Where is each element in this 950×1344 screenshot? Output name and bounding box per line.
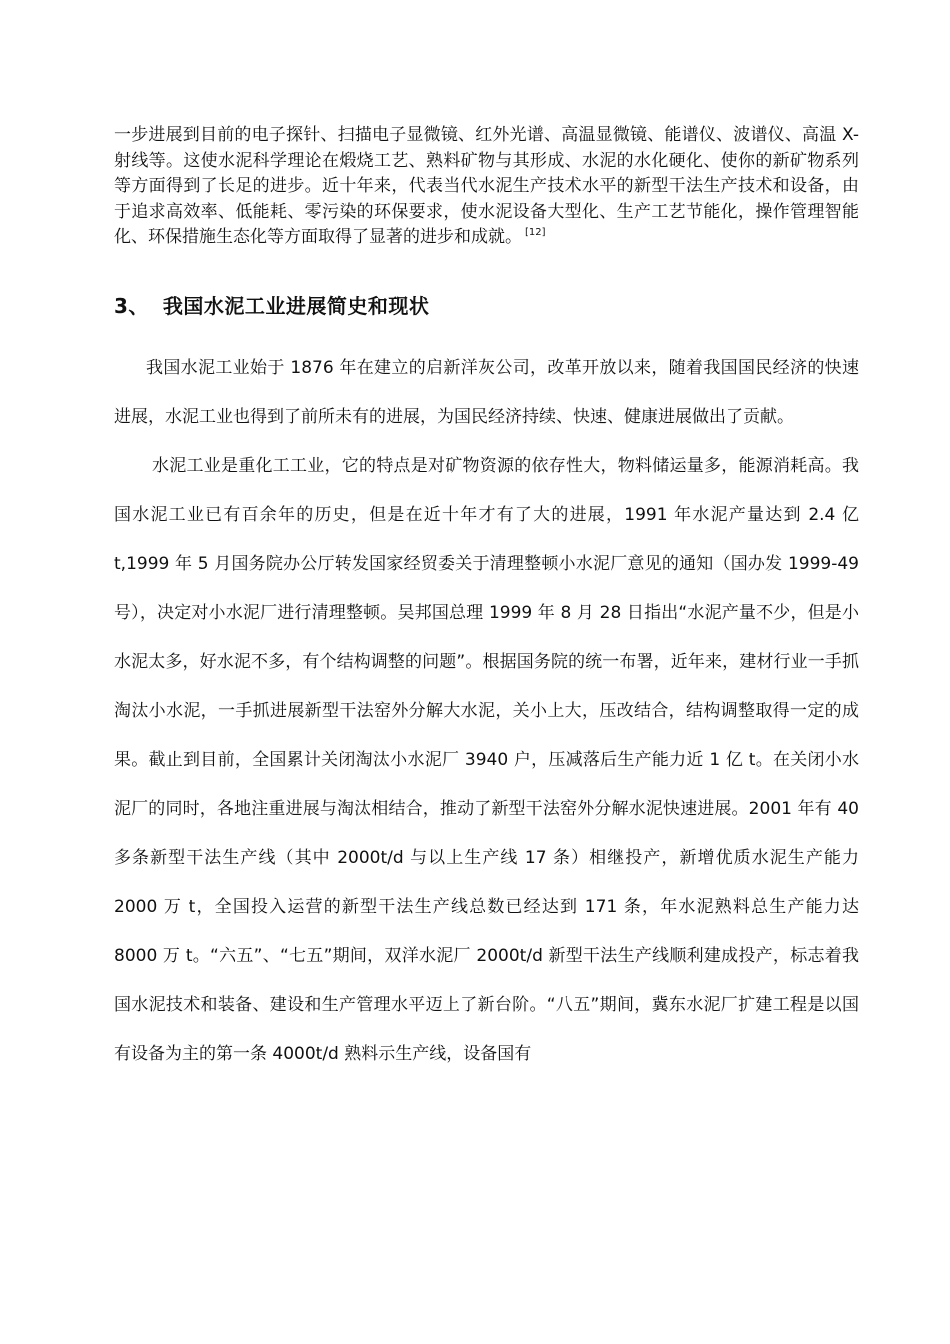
section-body [114, 344, 859, 1079]
document-page [114, 123, 859, 1064]
intro-paragraph [114, 123, 859, 251]
body-paragraph-2: 水泥工业是重化工工业，它的特点是对矿物资源的依存性大，物料储运量多，能源消耗高。我国水泥工业已有百余年的历史，但是在近十年才有了大的进展，1991 年水泥产量达到 2.4 亿 t,1999 年 5 月国务院办公厅转发国家经贸委关于清理整顿小水泥厂意见的通知（国办发 1999-49 号），决定对小水泥厂进行清理整顿。吴邦国总理 1999 年 8 月 28 日指出“水泥产量不少，但是小水泥太多，好水泥不多，有个结构调整的问题”。根据国务院的统一布署，近年来，建材行业一手抓淘汰小水泥，一手抓进展新型干法窑外分解大水泥，关小上大，压改结合，结构调整取得一定的成果。截止到目前，全国累计关闭淘汰小水泥厂 3940 户，压减落后生产能力近 1 亿 t。在关闭小水泥厂的同时，各地注重进展与淘汰相结合，推动了新型干法窑外分解水泥快速进展。2001 年有 40 多条新型干法生产线（其中 2000t/d 与以上生产线 17 条）相继投产，新增优质水泥生产能力 2000 万 t，全国投入运营的新型干法生产线总数已经达到 171 条，年水泥熟料总生产能力达 8000 万 t。“六五”、“七五”期间，双洋水泥厂 2000t/d 新型干法生产线顺利建成投产，标志着我国水泥技术和装备、建设和生产管理水平迈上了新台阶。“八五”期间，冀东水泥厂扩建工程是以国有设备为主的第一条 4000t/d 熟料示生产线，设备国有 [114, 456, 859, 1064]
section-heading [114, 290, 429, 319]
intro-text: 一步进展到目前的电子探针、扫描电子显微镜、红外光谱、高温显微镜、能谱仪、波谱仪、高温 X-射线等。这使水泥科学理论在煅烧工艺、熟料矿物与其形成、水泥的水化硬化、使你的新矿物系列等方面得到了长足的进步。近十年来，代表当代水泥生产技术水平的新型干法生产技术和设备，由于追求高效率、低能耗、零污染的环保要求，使水泥设备大型化、生产工艺节能化，操作管理智能化、环保措施生态化等方面取得了显著的进步和成就。 [114, 125, 859, 247]
body-paragraph-1: 我国水泥工业始于 1876 年在建立的启新洋灰公司，改革开放以来，随着我国国民经济的快速进展，水泥工业也得到了前所未有的进展，为国民经济持续、快速、健康进展做出了贡献。 [114, 358, 859, 427]
section-number: 3、 [114, 294, 149, 318]
section-title: 我国水泥工业进展简史和现状 [162, 294, 430, 318]
citation-reference: [12] [525, 227, 546, 239]
